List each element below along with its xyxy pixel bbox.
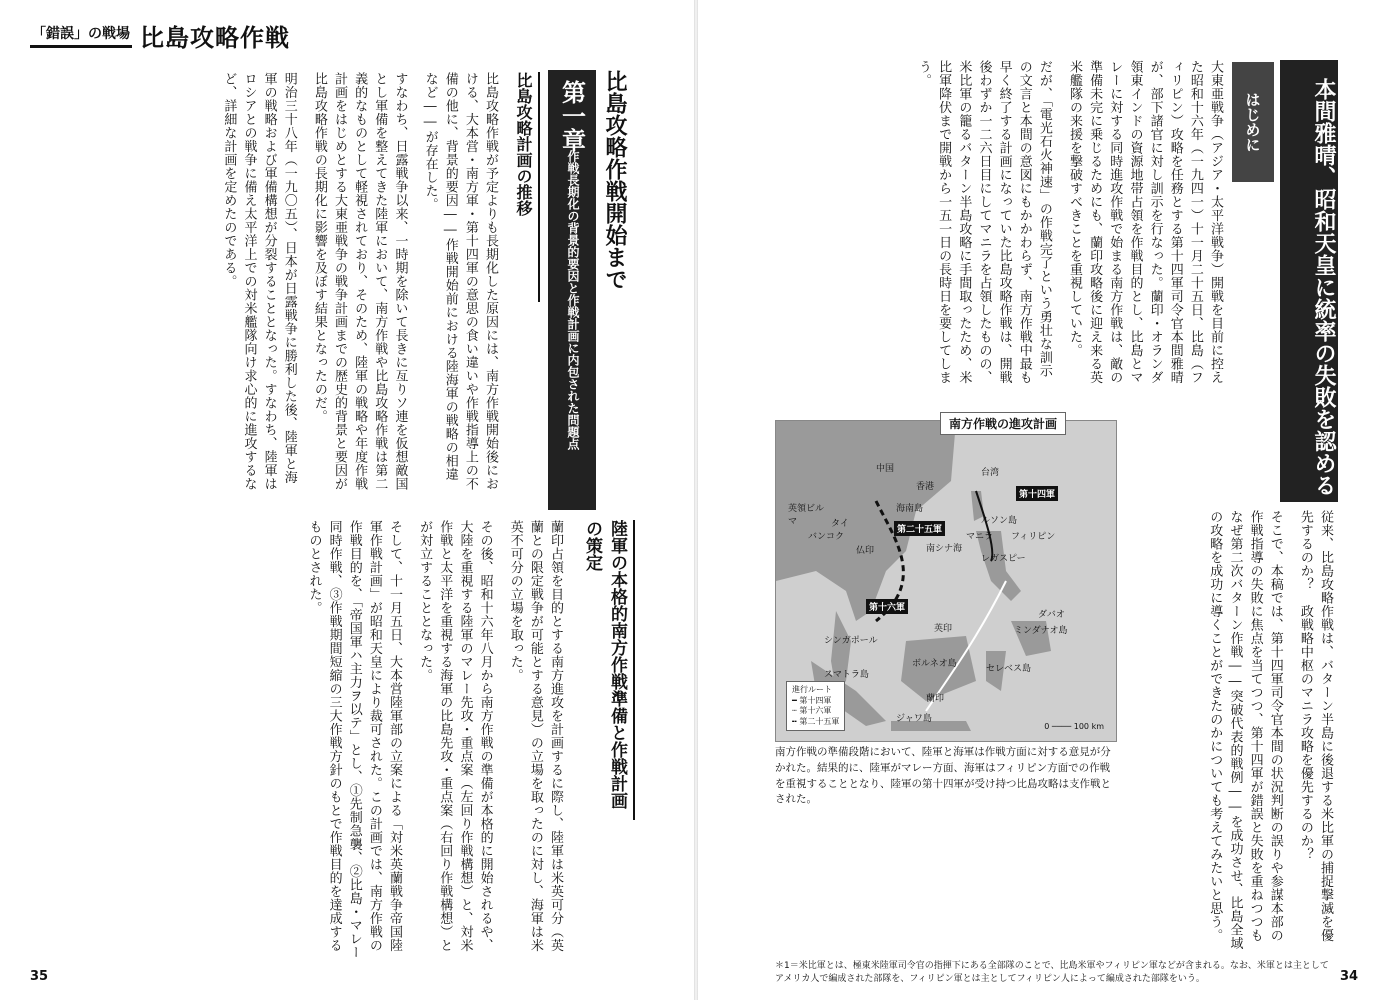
chapter-subtitle: 作戦長期化の背景的要因と作戦計画に内包された問題点 bbox=[566, 150, 580, 450]
map-label-south-china-sea: 南シナ海 bbox=[926, 544, 963, 554]
chapter-label: 第一章 bbox=[557, 80, 587, 152]
intro-headline: 本間雅晴、昭和天皇に統率の失敗を認める bbox=[1311, 78, 1336, 496]
southern-operation-map bbox=[775, 420, 1117, 742]
section2-paragraph: そして、十一月五日、大本営陸軍部の立案による「対米英蘭戦争帝国陸軍作戦計画」が昭和天皇により裁可された。この計画では、南方作戦の作戦目的を、「帝国軍ハ主力ヲ以テ」とし、①先制急襲、②比島・マレー同時作戦、③作戦期間短縮の三大作戦方針のもとで作戦目的を達成するものとされた。 bbox=[306, 520, 403, 959]
legend-item: ┄ 第十六軍 bbox=[792, 706, 832, 716]
map-label-legaspi: レガスピー bbox=[981, 554, 1026, 564]
page-number-left: 35 bbox=[30, 969, 49, 984]
section1-paragraph: すなわち、日露戦争以来、一時期を除いて長きに亙りソ連を仮想敵国とし軍備を整えてきた陸軍において、南方作戦や比島攻略作戦は第二義的なものとして軽視されており、そのため、陸軍の戦略や年度作戦計画をはじめとする大東亜戦争の戦争計画までの歴史的背景と要因が比島攻略作戦の長期化に影響を及ぼす結果となったのだ。 bbox=[311, 72, 408, 491]
intro-paragraph: そこで、本稿では、第十四軍司令官本間の状況判断の誤りや参謀本部の作戦指導の失敗に焦点を当てつつ、第十四軍が錯誤と失敗を重ねつつもなぜ第二次バターン作戦――突破代表的戦例――を成功させ、比島全域の攻略を成功に導くことができたのかについても考えてみたいと思う。 bbox=[1207, 510, 1283, 950]
legend-title: 進行ルート bbox=[792, 685, 832, 695]
legend-label: 第十四軍 bbox=[799, 695, 832, 705]
section2-paragraph: 蘭印占領を目的とする南方進攻を計画するに際し、陸軍は米英可分（英蘭との限定戦争が可能とする意見）の立場を取ったのに対し、海軍は米英不可分の立場を取った。 bbox=[507, 520, 563, 952]
intro-heading-box bbox=[1280, 60, 1338, 502]
map-label-hongkong: 香港 bbox=[916, 482, 935, 492]
running-head-tag: 「錯誤」の戦場 bbox=[30, 23, 132, 48]
legend-item: ━ 第十四軍 bbox=[792, 695, 832, 705]
map-label-china: 中国 bbox=[876, 464, 895, 474]
map-label-thailand: タイ bbox=[831, 519, 849, 529]
map-scale: 0 ──── 100 km bbox=[1044, 722, 1104, 731]
section2-body bbox=[60, 520, 565, 960]
map-label-indochina: 仏印 bbox=[856, 546, 875, 556]
map-legend bbox=[786, 681, 845, 731]
map-label-davao: ダバオ bbox=[1038, 610, 1065, 620]
map-label-borneo: ボルネオ島 bbox=[912, 659, 957, 669]
map-label-burma: 英領ビルマ bbox=[788, 504, 825, 527]
section1-heading: 比島攻略計画の推移 bbox=[512, 72, 540, 302]
map-caption: 南方作戦の準備段階において、陸軍と海軍は作戦方面に対する意見が分かれた。結果的に、陸軍がマレー方面、海軍はフィリピン方面での作戦を重視することとなり、陸軍の第十四軍が受け持つ比島攻略は支作戦とされた。 bbox=[775, 746, 1111, 806]
map-label-singapore: シンガポール bbox=[824, 636, 878, 646]
map-label-manila: マニラ bbox=[966, 532, 994, 542]
map-label-british-borneo: 英印 bbox=[934, 624, 953, 634]
section1-paragraph: 明治三十八年（一九〇五）、日本が日露戦争に勝利した後、陸軍と海軍の戦略および軍備構想が分裂することとなった。すなわち、陸軍はロシアとの戦争に備え太平洋上での対米艦隊向け求心的に進攻するなど、詳細な計画を定めたのである。 bbox=[221, 72, 297, 491]
army-label-14th: 第十四軍 bbox=[1016, 486, 1058, 501]
legend-item: ╍ 第二十五軍 bbox=[792, 716, 840, 726]
map-label-celebes: セレベス島 bbox=[986, 664, 1032, 674]
running-head bbox=[30, 18, 290, 53]
section1-body bbox=[60, 72, 500, 492]
section2-heading: 陸軍の本格的南方作戦準備と作戦計画の策定 bbox=[580, 520, 635, 820]
army-label-16th: 第十六軍 bbox=[866, 599, 908, 614]
intro-paragraph: 従来、比島攻略作戦は、バターン半島に後退する米比軍の捕捉撃滅を優先するのか？ 政戦略中枢のマニラ攻略を優先するのか？ bbox=[1297, 510, 1333, 942]
map-label-netherlands-indies: 蘭印 bbox=[926, 694, 945, 704]
intro-label: はじめに bbox=[1232, 62, 1274, 182]
legend-label: 第二十五軍 bbox=[799, 716, 840, 726]
map-title: 南方作戦の進攻計画 bbox=[940, 412, 1066, 435]
map-label-taiwan: 台湾 bbox=[981, 468, 1000, 478]
map-label-sumatra: スマトラ島 bbox=[824, 670, 869, 680]
map-label-hainan: 海南島 bbox=[896, 504, 924, 514]
section2-paragraph: その後、昭和十六年八月から南方作戦の準備が本格的に開始されるや、大陸を重視する陸軍のマレー先攻・重点案（左回り作戦構想）と、対米作戦と太平洋を重視する海軍の比島先攻・重点案（右回り作戦構想）とが対立することとなった。 bbox=[417, 520, 493, 952]
map-label-bangkok: バンコク bbox=[808, 532, 845, 542]
running-head-title: 比島攻略作戦 bbox=[140, 24, 290, 52]
map-label-luzon: ルソン島 bbox=[981, 516, 1018, 526]
page-number-right: 34 bbox=[1340, 969, 1359, 984]
map-scale-unit: km bbox=[1091, 722, 1104, 731]
intro-paragraph: だが、「電光石火神速」の作戦完了という勇壮な訓示の文言と本間の意図にもかかわらず、南方作戦中最も早く終了する計画になっていた比島攻略作戦は、開戦後わずか一二六日目にしてマニラを占領したものの、米比軍の籠るバターン半島攻略に手間取ったため、米比軍降伏まで開戦から一五一日の長時日を要してしまう。 bbox=[916, 60, 1052, 384]
map-label-mindanao: ミンダナオ島 bbox=[1014, 626, 1068, 636]
chapter-title: 比島攻略作戦開始まで bbox=[602, 70, 627, 290]
legend-label: 第十六軍 bbox=[799, 706, 832, 716]
footnote: ＊1＝米比軍とは、極東米陸軍司令官の指揮下にある全部隊のことで、比島米軍やフィリピン軍などが含まれる。なお、米軍とは主としてアメリカ人で編成された部隊を、フィリピン軍とは主としてフィリピン人によって編成された部隊をいう。 bbox=[775, 961, 1329, 984]
map-scale-value: 100 bbox=[1073, 722, 1090, 731]
army-label-25th: 第二十五軍 bbox=[894, 521, 945, 536]
intro-body bbox=[770, 60, 1225, 390]
map-label-philippines: フィリピン bbox=[1011, 532, 1056, 542]
map-label-java: ジャワ島 bbox=[896, 714, 932, 724]
intro-paragraph: 大東亜戦争（アジア・太平洋戦争）開戦を目前に控えた昭和十六年（一九四一）十一月二十五日、比島（フィリピン）攻略を任務とする第十四軍司令官本間雅晴が、部下諸官に対し訓示を行なった。蘭印・オランダ領東インドの資源地帯占領を作戦目的とし、比島とマレーに対する同時進攻作戦で始まる南方作戦は、敵の準備未完に乗じるためにも、蘭印攻略後に迎え来る英米艦隊の来援を撃破すべきことを重視していた。 bbox=[1067, 60, 1223, 384]
intro-body-lower bbox=[1125, 510, 1335, 950]
section1-paragraph: 比島攻略作戦が予定よりも長期化した原因には、南方作戦開始後における、大本営・南方軍・第十四軍の意思の食い違いや作戦指導上の不備の他に、背景的要因――作戦開始前における陸海軍の戦略の相違など――が存在した。 bbox=[422, 72, 498, 491]
